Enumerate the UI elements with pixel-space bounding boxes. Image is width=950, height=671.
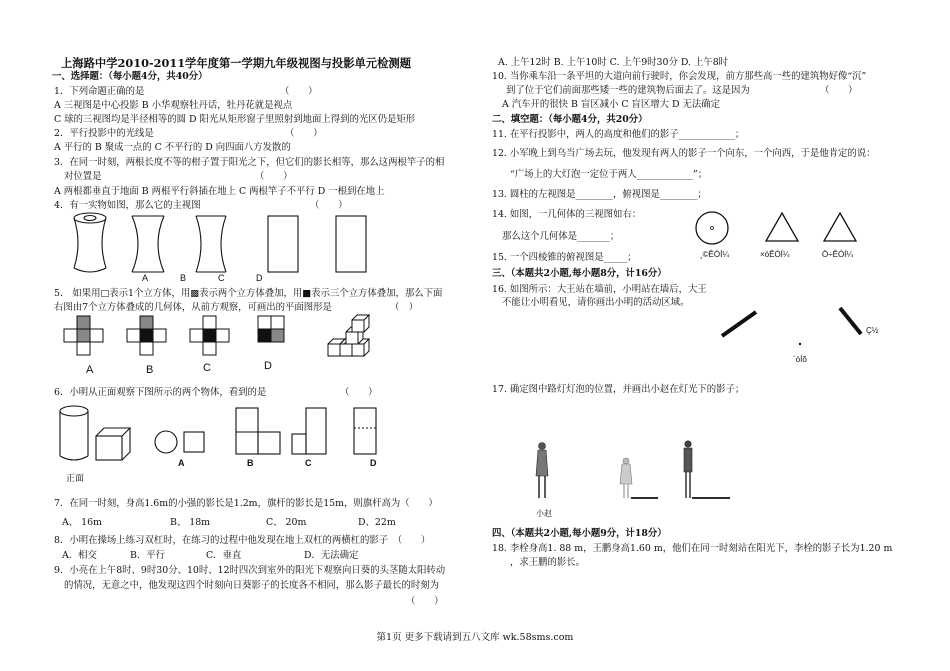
q6-label-a: A	[178, 458, 185, 468]
q18-stem-line2: ，求王鹏的影长。	[510, 557, 586, 568]
q4-label-d: D	[256, 273, 263, 283]
q3-stem-line1: 3．在同一时刻，两根长度不等的柑子置于阳光之下，但它们的影长相等，那么这两根竿子的相	[54, 157, 445, 168]
q10-stem-line1: 10. 当你乘车沿一条平坦的大道向前行驶时，你会发现，前方那些高一些的建筑物好像“沉”	[492, 71, 867, 82]
q6-label-c: C	[305, 458, 312, 468]
q17-text: 17. 确定图中路灯灯泡的位置，并画出小赵在灯光下的影子；	[492, 384, 745, 395]
q5-option-c-grid	[190, 316, 229, 355]
q7-option-a: A、 16m	[62, 517, 102, 528]
q8-option-b: B．平行	[130, 550, 166, 561]
q10-options: A 汽车开的很快 B 盲区减小 C 盲区增大 D 无法确定	[502, 99, 720, 110]
q4-option-a-shape	[132, 216, 164, 272]
q5-cube-stack	[328, 315, 369, 356]
q7-option-c: C、 20m	[266, 517, 307, 528]
q1-paren: （ ）	[280, 86, 318, 97]
q17-person-zhao	[536, 443, 548, 499]
q16-stem-line1: 16. 如图所示：大王站在墙前，小明站在墙后，大王	[492, 284, 707, 295]
q12-stem-line1: 12. 小军晚上到乌当广场去玩，他发现有两人的影子一个向东，一个向西，于是他肯定的说：	[492, 148, 876, 159]
q1-options-ab: A 三视图是中心投影 B 小华观察牡丹话，牡丹花就是视点	[54, 100, 293, 111]
page-footer: 第1页 更多下载请到五八文库 wk.58sms.com	[376, 632, 574, 643]
section-2-heading: 二、填空题：（每小题4分，共20分）	[492, 114, 648, 125]
section-4-heading: 四、（本题共2小题,每小题9分，计18分）	[492, 528, 667, 539]
q5-label-c: C	[203, 362, 211, 374]
q7-option-b: B、 18m	[170, 517, 211, 528]
q6-option-b-shape	[236, 408, 280, 454]
q2-paren: （ ）	[285, 128, 323, 139]
q9-stem-line1: 9．小亮在上午8时、9时30分、10时、12时四次到室外的阳光下观察向日葵的头茎随太阳转动	[54, 565, 446, 576]
q11-text: 11. 在平行投影中，两人的高度和他们的影子____________；	[492, 129, 745, 140]
q1-stem: 1．下列命题正确的是	[54, 86, 145, 97]
q12-stem-line2: “广场上的大灯泡一定位于两人____________”；	[510, 169, 708, 180]
q7-stem: 7．在同一时刻，身高1.6m的小强的影长是1.2m，旗杆的影长是15m，则旗杆高为（ ）	[54, 498, 438, 509]
exam-title: 上海路中学2010-2011学年度第一学期九年级视图与投影单元检测题	[61, 56, 411, 70]
q6-cube	[96, 428, 130, 460]
q2-stem: 2．平行投影中的光线是	[54, 128, 154, 139]
q2-options: A 平行的 B 聚成一点的 C 不平行的 D 向四面八方发散的	[54, 142, 291, 153]
q14-stem-line2: 那么这个几何体是_______；	[502, 231, 620, 242]
q4-figure	[60, 210, 390, 278]
q1-options-cd: C 球的三视图均是半径相等的圆 D 阳光从矩形窗子里照射到地面上得到的光区仍是矩形	[54, 114, 416, 125]
q6-figure	[58, 404, 398, 474]
q4-option-b-shape	[196, 216, 226, 272]
q14-left-view-caption: ×óÊÓÍ¼	[760, 250, 790, 259]
q9-options: A. 上午12时 B. 上午10时 C. 上午9时30分 D. 上午8时	[498, 57, 729, 68]
q6-option-a-circle	[155, 431, 177, 453]
q6-option-d-shape	[354, 408, 376, 454]
q16-stem-line2: 不能让小明看见，请你画出小明的活动区域。	[502, 297, 690, 308]
q17-zhao-label: 小赵	[536, 509, 552, 518]
q8-stem: 8．小明在操场上练习双杠时，在练习的过程中他发现在地上双杠的两横杠的影子 （ ）	[54, 535, 431, 546]
q6-option-c-shape	[292, 408, 326, 454]
q14-top-view	[696, 212, 728, 244]
q5-option-b-grid	[127, 316, 166, 355]
q16-wall-caption: Ç½	[866, 326, 879, 335]
q16-wall-right	[840, 308, 861, 334]
q10-paren: （ ）	[820, 85, 858, 96]
q6-cylinder	[60, 406, 88, 460]
q6-option-a-square	[184, 432, 204, 452]
q16-wang-dot	[799, 343, 801, 345]
q14-three-views	[690, 210, 870, 246]
q5-option-d-grid	[258, 316, 284, 342]
q4-stem: 4．有一实物如图，那么它的主视图	[54, 200, 201, 211]
q5-paren: （ ）	[390, 302, 419, 313]
q4-label-c: C	[218, 273, 225, 283]
q15-text: 15. 一个四棱锥的俯视图是_____；	[492, 252, 637, 263]
q5-label-d: D	[264, 360, 272, 372]
q18-stem-line1: 18. 李栓身高1. 88 m，王鹏身高1.60 m，他们在同一时刻站在阳光下，李栓的影子长为1.20 m	[492, 543, 893, 554]
q4-spool-object	[74, 213, 106, 272]
q16-wang-caption: ´óÍõ	[793, 355, 807, 364]
q7-option-d: D、22m	[358, 517, 396, 528]
q13-text: 13. 圆柱的左视图是________，俯视图是________；	[492, 189, 707, 200]
q3-paren: （ ）	[255, 171, 293, 182]
q14-top-view-caption: ¸©ÊÓÍ¼	[700, 250, 730, 259]
q6-stem: 6．小明从正面观察下图所示的两个物体，看到的是	[54, 387, 267, 398]
q4-label-b: B	[180, 273, 187, 283]
q8-option-d: D．无法确定	[304, 550, 359, 561]
q9-stem-line2: 的情况，无意之中，他发现这四个时刻向日葵影子的长度各不相同，那么影子最长的时刻为	[64, 580, 440, 591]
q4-option-c-shape	[268, 216, 298, 272]
q5-option-a-grid	[64, 316, 103, 355]
q6-label-b: B	[247, 458, 254, 468]
q6-paren: （ ）	[340, 387, 378, 398]
q17-person-middle	[620, 458, 632, 498]
q5-stem-line2: 右图由7个立方体叠成的几何体，从前方观察，可画出的平面图形是	[54, 302, 332, 313]
q4-option-d-shape	[336, 216, 366, 272]
q17-figure	[530, 440, 730, 506]
q14-front-view	[824, 213, 856, 241]
q6-label-d: D	[370, 458, 377, 468]
section-3-heading: 三、（本题共2小题,每小题8分，计16分）	[492, 268, 667, 279]
q4-paren: （ ）	[310, 200, 348, 211]
q5-label-a: A	[86, 364, 94, 376]
q3-options: A 两根都垂直于地面 B 两根平行斜插在地上 C 两根竿子不平行 D 一根到在地上	[54, 186, 385, 197]
q4-label-a: A	[142, 273, 149, 283]
section-1-heading: 一、选择题：（每小题4分，共40分）	[52, 71, 208, 82]
q8-option-a: A．相交	[62, 550, 97, 561]
q14-front-view-caption: Ö÷ÊÓÍ¼	[822, 250, 854, 259]
q9-paren: （ ）	[406, 596, 444, 607]
q10-stem-line2: 到了位于它们前面那些矮一些的建筑物后面去了。这是因为	[506, 85, 750, 96]
q16-wall-left	[722, 312, 756, 336]
q3-stem-line2: 对位置是	[64, 171, 102, 182]
q17-person-right	[684, 441, 692, 498]
q14-stem-line1: 14. 如图，一几何体的三视图如右：	[492, 209, 642, 220]
q6-front-label: 正面	[66, 473, 85, 483]
q5-label-b: B	[146, 364, 154, 376]
q5-stem-line1: 5． 如果用□表示1个立方体，用▩表示两个立方体叠加，用■表示三个立方体叠加，那么下面	[54, 288, 443, 299]
q14-left-view	[766, 213, 798, 241]
q8-option-c: C．垂直	[206, 550, 242, 561]
q5-figure	[62, 314, 452, 366]
